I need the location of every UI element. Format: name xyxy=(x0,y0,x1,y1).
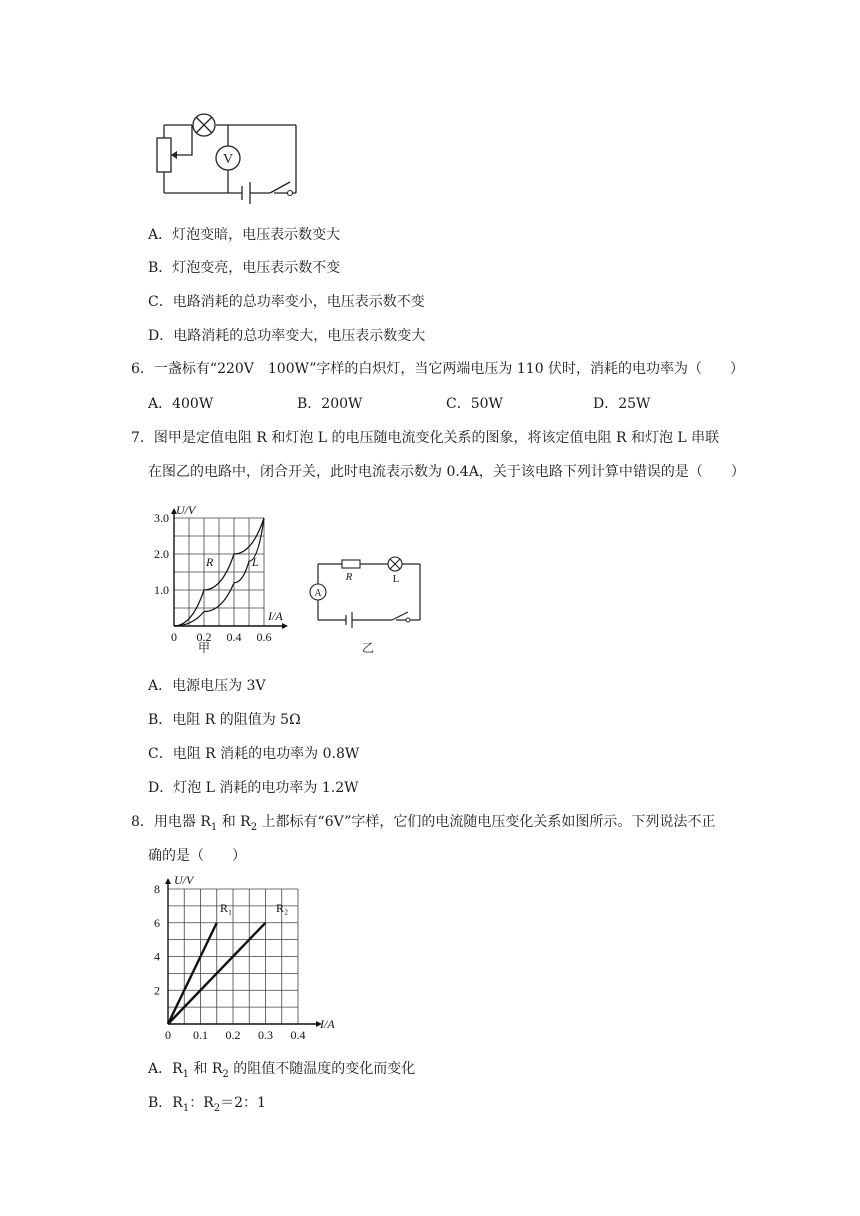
series-label-2: R₂ xyxy=(276,901,289,915)
y-tick-label: 2 xyxy=(154,983,160,998)
series-label-1: R xyxy=(206,555,214,569)
rheostat-symbol xyxy=(157,125,192,172)
chart-jia xyxy=(140,500,300,660)
voltmeter-symbol xyxy=(216,146,240,170)
q5-option-d: D．电路消耗的总功率变大，电压表示数变大 xyxy=(148,328,426,344)
q8-stem-line1: 8．用电器 $R_1$ 和 $R_2$ 上都标有“6V”字样，它们的电流随电压变化关系如图所示。下列说法不正 xyxy=(131,814,716,833)
x-axis-label: I/A xyxy=(268,609,283,623)
q8-stem-line2: 确的是（ ） xyxy=(148,848,246,864)
voltmeter-label: V xyxy=(222,152,234,167)
resistor-symbol xyxy=(342,560,360,583)
chart-q8 xyxy=(138,866,343,1056)
x-axis-label: I/A xyxy=(320,1017,335,1031)
q8-option-b: B．$R_1$：$R_2=2$：1 xyxy=(148,1095,266,1114)
y-axis-label: U/V xyxy=(174,873,194,887)
x-tick-label: 0.4 xyxy=(290,1028,306,1042)
y-axis-arrow xyxy=(165,878,171,884)
resistor-label: R xyxy=(345,571,353,583)
q6-option-b: B．200W xyxy=(297,396,363,412)
lamp-symbol xyxy=(388,557,402,585)
x-tick-label: 0.2 xyxy=(225,1028,241,1042)
q7-option-a: A．电源电压为 3V xyxy=(148,678,266,694)
y-tick-label: 3.0 xyxy=(154,511,169,525)
circuit-diagram-q5 xyxy=(140,108,310,208)
q7-option-c: C．电阻 R 消耗的电功率为 0.8W xyxy=(148,746,360,762)
fig-jia-caption: 甲 xyxy=(197,641,211,655)
x-tick-label: 0.6 xyxy=(256,630,272,644)
battery-symbol xyxy=(346,612,352,628)
q7-stem-line1: 7．图甲是定值电阻 R 和灯泡 L 的电压随电流变化关系的图象，将该定值电阻 R 和灯泡 L 串联 xyxy=(131,430,720,446)
x-tick-label: 0 xyxy=(165,1028,171,1042)
q8-option-a: A．$R_1$ 和 $R_2$ 的阻值不随温度的变化而变化 xyxy=(148,1061,416,1080)
q6-stem: 6．一盏标有“220V 100W”字样的白炽灯，当它两端电压为 110 伏时，消耗的电功率为（ ） xyxy=(131,361,745,377)
lamp-label: L xyxy=(392,573,400,585)
ammeter-label: A xyxy=(314,588,322,599)
battery-symbol xyxy=(242,182,250,204)
y-tick-label: 1.0 xyxy=(154,583,169,597)
q7-stem-line2: 在图乙的电路中，闭合开关，此时电流表示数为 0.4A，关于该电路下列计算中错误的是（ ） xyxy=(148,464,745,480)
x-tick-label: 0.4 xyxy=(226,630,242,644)
q6-option-a: A．400W xyxy=(148,396,214,412)
x-tick-label: 0 xyxy=(171,630,177,644)
q6-option-c: C．50W xyxy=(446,396,503,412)
circuit-diagram-yi xyxy=(308,550,428,658)
y-axis-label: U/V xyxy=(176,503,196,517)
q7-option-b: B．电阻 R 的阻值为 5Ω xyxy=(148,712,301,728)
q7-option-d: D．灯泡 L 消耗的电功率为 1.2W xyxy=(148,780,359,796)
x-tick-label: 0.1 xyxy=(193,1028,208,1042)
ammeter-symbol xyxy=(310,584,326,600)
fig-yi-caption: 乙 xyxy=(361,641,375,655)
series-label-2: L xyxy=(252,555,259,569)
y-tick-label: 6 xyxy=(154,915,160,930)
x-axis-arrow xyxy=(282,623,288,629)
x-tick-label: 0.3 xyxy=(258,1028,273,1042)
q6-option-d: D．25W xyxy=(593,396,651,412)
q5-option-b: B．灯泡变亮，电压表示数不变 xyxy=(148,260,341,276)
y-tick-label: 8 xyxy=(154,882,160,896)
y-tick-label: 4 xyxy=(154,949,160,964)
y-tick-label: 2.0 xyxy=(154,547,169,561)
lamp-symbol xyxy=(193,114,215,136)
q5-option-a: A．灯泡变暗，电压表示数变大 xyxy=(148,227,341,243)
x-tick-label: 0.2 xyxy=(196,630,212,644)
series-label-1: R₁ xyxy=(220,901,233,915)
q5-option-c: C．电路消耗的总功率变小，电压表示数不变 xyxy=(148,294,425,310)
